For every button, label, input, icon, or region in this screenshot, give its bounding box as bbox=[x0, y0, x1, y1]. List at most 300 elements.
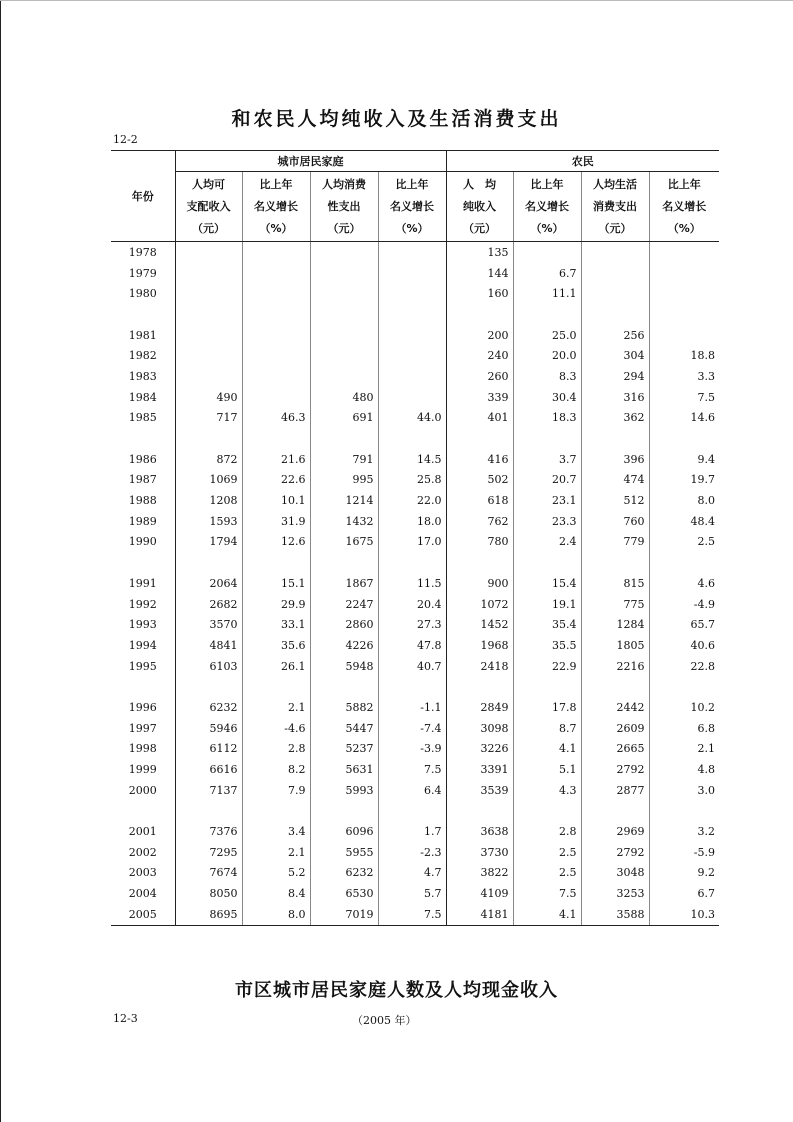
value-cell bbox=[581, 283, 649, 304]
table-row bbox=[111, 904, 719, 925]
value-cell: 7019 bbox=[310, 904, 378, 925]
value-cell: 18.0 bbox=[378, 511, 446, 532]
value-cell: 7.9 bbox=[242, 780, 310, 801]
year-cell: 1996 bbox=[128, 700, 157, 714]
value-cell: 5447 bbox=[310, 718, 378, 739]
value-cell bbox=[649, 263, 719, 284]
value-cell: 4109 bbox=[446, 883, 513, 904]
table-row bbox=[111, 263, 719, 284]
spacer-row bbox=[111, 428, 719, 449]
value-cell: 316 bbox=[581, 387, 649, 408]
value-cell: 6.4 bbox=[378, 780, 446, 801]
urban-group-header: 城市居民家庭 bbox=[175, 151, 446, 172]
value-cell: 3391 bbox=[446, 759, 513, 780]
value-cell: 5.2 bbox=[242, 863, 310, 884]
value-cell: 3539 bbox=[446, 780, 513, 801]
value-cell bbox=[378, 325, 446, 346]
value-cell: 618 bbox=[446, 490, 513, 511]
value-cell: 18.8 bbox=[649, 345, 719, 366]
value-cell: 1593 bbox=[175, 511, 242, 532]
value-cell bbox=[378, 345, 446, 366]
spacer-cell bbox=[242, 552, 310, 573]
value-cell: 791 bbox=[310, 449, 378, 470]
value-cell: 22.8 bbox=[649, 656, 719, 677]
next-table-year-note: （2005 年） bbox=[352, 1014, 417, 1027]
spacer-cell bbox=[378, 428, 446, 449]
value-cell: 6.8 bbox=[649, 718, 719, 739]
value-cell: 8.4 bbox=[242, 883, 310, 904]
spacer-cell bbox=[446, 676, 513, 697]
value-cell: 3.7 bbox=[513, 449, 581, 470]
spacer-cell bbox=[513, 428, 581, 449]
value-cell: 6112 bbox=[175, 739, 242, 760]
column-header-line: 性支出 bbox=[327, 199, 361, 213]
value-cell: 23.3 bbox=[513, 511, 581, 532]
value-cell: 26.1 bbox=[242, 656, 310, 677]
value-cell: 5993 bbox=[310, 780, 378, 801]
spacer-cell bbox=[446, 304, 513, 325]
value-cell: 5631 bbox=[310, 759, 378, 780]
value-cell: 396 bbox=[581, 449, 649, 470]
spacer-cell bbox=[446, 428, 513, 449]
spacer-cell bbox=[649, 676, 719, 697]
value-cell: 12.6 bbox=[242, 532, 310, 553]
value-cell: 5948 bbox=[310, 656, 378, 677]
value-cell: 47.8 bbox=[378, 635, 446, 656]
value-cell: 339 bbox=[446, 387, 513, 408]
year-cell: 2004 bbox=[128, 887, 157, 901]
table-row bbox=[111, 780, 719, 801]
value-cell: 5882 bbox=[310, 697, 378, 718]
value-cell: 3822 bbox=[446, 863, 513, 884]
value-cell bbox=[175, 242, 242, 263]
column-header-line: 名义增长 bbox=[525, 199, 569, 213]
spacer-cell bbox=[378, 304, 446, 325]
column-header-7 bbox=[581, 172, 649, 242]
value-cell: 3.0 bbox=[649, 780, 719, 801]
value-cell bbox=[378, 242, 446, 263]
table-row bbox=[111, 635, 719, 656]
value-cell bbox=[513, 242, 581, 263]
value-cell: 3.4 bbox=[242, 821, 310, 842]
value-cell: 502 bbox=[446, 470, 513, 491]
value-cell: 5.7 bbox=[378, 883, 446, 904]
page-top-border bbox=[0, 0, 793, 1]
spacer-cell bbox=[175, 676, 242, 697]
value-cell: 1432 bbox=[310, 511, 378, 532]
value-cell: 20.4 bbox=[378, 594, 446, 615]
value-cell bbox=[175, 263, 242, 284]
value-cell: 3638 bbox=[446, 821, 513, 842]
table-row bbox=[111, 345, 719, 366]
value-cell: 1805 bbox=[581, 635, 649, 656]
spacer-row bbox=[111, 801, 719, 822]
value-cell: 5946 bbox=[175, 718, 242, 739]
table-row bbox=[111, 842, 719, 863]
value-cell: 5955 bbox=[310, 842, 378, 863]
value-cell: 294 bbox=[581, 366, 649, 387]
spacer-cell bbox=[378, 801, 446, 822]
spacer-cell bbox=[310, 801, 378, 822]
value-cell: 14.6 bbox=[649, 408, 719, 429]
value-cell: 7.5 bbox=[649, 387, 719, 408]
spacer-cell bbox=[242, 801, 310, 822]
value-cell: 779 bbox=[581, 532, 649, 553]
value-cell bbox=[310, 242, 378, 263]
value-cell: 760 bbox=[581, 511, 649, 532]
spacer-row bbox=[111, 304, 719, 325]
column-header-3 bbox=[310, 172, 378, 242]
spacer-cell bbox=[649, 801, 719, 822]
value-cell: 4.1 bbox=[513, 739, 581, 760]
value-cell: 20.0 bbox=[513, 345, 581, 366]
year-cell: 1995 bbox=[128, 659, 157, 673]
value-cell bbox=[378, 366, 446, 387]
value-cell: 1452 bbox=[446, 614, 513, 635]
value-cell: 29.9 bbox=[242, 594, 310, 615]
year-cell: 1985 bbox=[128, 411, 157, 425]
year-cell: 2002 bbox=[128, 845, 157, 859]
value-cell: 362 bbox=[581, 408, 649, 429]
spacer-cell bbox=[175, 428, 242, 449]
value-cell: -7.4 bbox=[378, 718, 446, 739]
table-row bbox=[111, 697, 719, 718]
value-cell: 7.5 bbox=[378, 759, 446, 780]
value-cell: 4181 bbox=[446, 904, 513, 925]
value-cell: 2849 bbox=[446, 697, 513, 718]
value-cell: 8.7 bbox=[513, 718, 581, 739]
table-row bbox=[111, 325, 719, 346]
year-cell: 1983 bbox=[128, 369, 157, 383]
value-cell: 3588 bbox=[581, 904, 649, 925]
header-column-row bbox=[111, 172, 719, 242]
year-cell: 1994 bbox=[128, 638, 157, 652]
value-cell: 14.5 bbox=[378, 449, 446, 470]
value-cell: 1.7 bbox=[378, 821, 446, 842]
value-cell: 5237 bbox=[310, 739, 378, 760]
next-table-title: 市区城市居民家庭人数及人均现金收入 bbox=[235, 980, 558, 1001]
value-cell: 6232 bbox=[175, 697, 242, 718]
year-cell: 2005 bbox=[111, 904, 175, 925]
value-cell: 35.5 bbox=[513, 635, 581, 656]
column-header-line: 比上年 bbox=[395, 177, 429, 191]
value-cell: 46.3 bbox=[242, 408, 310, 429]
value-cell: 23.1 bbox=[513, 490, 581, 511]
value-cell: 19.1 bbox=[513, 594, 581, 615]
value-cell: 18.3 bbox=[513, 408, 581, 429]
value-cell: 2.1 bbox=[649, 739, 719, 760]
value-cell: 3.3 bbox=[649, 366, 719, 387]
year-cell: 1980 bbox=[128, 287, 157, 301]
value-cell: 25.8 bbox=[378, 470, 446, 491]
value-cell bbox=[242, 366, 310, 387]
value-cell: 4.7 bbox=[378, 863, 446, 884]
value-cell: 9.4 bbox=[649, 449, 719, 470]
spacer-cell bbox=[310, 552, 378, 573]
year-cell: 1978 bbox=[128, 245, 157, 259]
column-header-line: 人均可 bbox=[192, 177, 225, 191]
table-row bbox=[111, 883, 719, 904]
value-cell: 762 bbox=[446, 511, 513, 532]
column-header-line: 名义增长 bbox=[390, 199, 434, 213]
spacer-row bbox=[111, 552, 719, 573]
year-cell: 1989 bbox=[128, 514, 157, 528]
spacer-cell bbox=[310, 304, 378, 325]
spacer-row bbox=[111, 676, 719, 697]
value-cell: 44.0 bbox=[378, 408, 446, 429]
value-cell bbox=[310, 345, 378, 366]
value-cell: 7376 bbox=[175, 821, 242, 842]
value-cell: 2216 bbox=[581, 656, 649, 677]
value-cell: 401 bbox=[446, 408, 513, 429]
value-cell: 2247 bbox=[310, 594, 378, 615]
column-header-line: （元） bbox=[598, 221, 632, 235]
column-header-line: 支配收入 bbox=[186, 199, 231, 213]
column-header-line: 名义增长 bbox=[662, 199, 707, 213]
spacer-cell bbox=[242, 428, 310, 449]
value-cell bbox=[310, 263, 378, 284]
value-cell bbox=[581, 242, 649, 263]
value-cell bbox=[242, 263, 310, 284]
column-header-line: （%） bbox=[395, 221, 429, 235]
year-cell: 1993 bbox=[128, 618, 157, 632]
column-header-line: 纯收入 bbox=[463, 199, 496, 213]
column-header-5 bbox=[446, 172, 513, 242]
value-cell: 775 bbox=[581, 594, 649, 615]
year-header: 年份 bbox=[111, 151, 175, 242]
value-cell: 6103 bbox=[175, 656, 242, 677]
value-cell: 17.8 bbox=[513, 697, 581, 718]
column-header-line: 比上年 bbox=[259, 177, 293, 191]
column-header-line: 人均生活 bbox=[593, 177, 637, 191]
table-row bbox=[111, 470, 719, 491]
spacer-cell bbox=[649, 304, 719, 325]
value-cell: 15.1 bbox=[242, 573, 310, 594]
value-cell: 35.6 bbox=[242, 635, 310, 656]
value-cell bbox=[310, 366, 378, 387]
value-cell: 2442 bbox=[581, 697, 649, 718]
value-cell: 260 bbox=[446, 366, 513, 387]
spacer-cell bbox=[581, 304, 649, 325]
value-cell: 6232 bbox=[310, 863, 378, 884]
value-cell: 7674 bbox=[175, 863, 242, 884]
value-cell: 144 bbox=[446, 263, 513, 284]
spacer-cell bbox=[446, 801, 513, 822]
spacer-cell bbox=[111, 304, 175, 325]
column-header-line: 消费支出 bbox=[593, 199, 637, 213]
value-cell: 1968 bbox=[446, 635, 513, 656]
value-cell: 304 bbox=[581, 345, 649, 366]
column-header-line: （%） bbox=[667, 221, 701, 235]
spacer-cell bbox=[446, 552, 513, 573]
value-cell bbox=[378, 283, 446, 304]
value-cell: 48.4 bbox=[649, 511, 719, 532]
value-cell bbox=[310, 283, 378, 304]
value-cell: 9.2 bbox=[649, 863, 719, 884]
value-cell: 25.0 bbox=[513, 325, 581, 346]
value-cell: 4.8 bbox=[649, 759, 719, 780]
column-header-line: 比上年 bbox=[667, 177, 701, 191]
value-cell: 11.1 bbox=[513, 283, 581, 304]
year-cell: 1997 bbox=[128, 721, 157, 735]
value-cell: 8.0 bbox=[242, 904, 310, 925]
spacer-cell bbox=[513, 676, 581, 697]
value-cell: 4.6 bbox=[649, 573, 719, 594]
spacer-cell bbox=[581, 676, 649, 697]
value-cell: 2792 bbox=[581, 842, 649, 863]
value-cell: 1069 bbox=[175, 470, 242, 491]
year-cell: 1987 bbox=[128, 473, 157, 487]
spacer-cell bbox=[513, 801, 581, 822]
value-cell: 160 bbox=[446, 283, 513, 304]
spacer-cell bbox=[378, 676, 446, 697]
spacer-cell bbox=[111, 428, 175, 449]
value-cell: 1867 bbox=[310, 573, 378, 594]
table-row bbox=[111, 242, 719, 263]
value-cell: 3048 bbox=[581, 863, 649, 884]
value-cell bbox=[175, 283, 242, 304]
value-cell: 2.1 bbox=[242, 697, 310, 718]
value-cell: 2682 bbox=[175, 594, 242, 615]
value-cell: 10.1 bbox=[242, 490, 310, 511]
value-cell: 240 bbox=[446, 345, 513, 366]
value-cell bbox=[649, 283, 719, 304]
value-cell: 6.7 bbox=[513, 263, 581, 284]
value-cell: 22.6 bbox=[242, 470, 310, 491]
value-cell: 2.8 bbox=[513, 821, 581, 842]
value-cell: 872 bbox=[175, 449, 242, 470]
page-left-border bbox=[0, 0, 1, 1122]
column-header-2 bbox=[242, 172, 310, 242]
table-row bbox=[111, 739, 719, 760]
year-cell: 1986 bbox=[128, 452, 157, 466]
value-cell: 1072 bbox=[446, 594, 513, 615]
value-cell: 490 bbox=[175, 387, 242, 408]
value-cell bbox=[242, 283, 310, 304]
spacer-cell bbox=[513, 552, 581, 573]
column-header-4 bbox=[378, 172, 446, 242]
income-table bbox=[111, 150, 719, 926]
value-cell: 1284 bbox=[581, 614, 649, 635]
table-row bbox=[111, 594, 719, 615]
table-row bbox=[111, 532, 719, 553]
value-cell: 2.8 bbox=[242, 739, 310, 760]
year-cell: 1992 bbox=[128, 597, 157, 611]
value-cell: -4.9 bbox=[649, 594, 719, 615]
year-cell: 1984 bbox=[128, 390, 157, 404]
year-cell: 1998 bbox=[128, 742, 157, 756]
value-cell: 2.1 bbox=[242, 842, 310, 863]
value-cell: 2609 bbox=[581, 718, 649, 739]
table-row bbox=[111, 656, 719, 677]
value-cell: 5.1 bbox=[513, 759, 581, 780]
table-row bbox=[111, 511, 719, 532]
value-cell: 27.3 bbox=[378, 614, 446, 635]
value-cell: 1675 bbox=[310, 532, 378, 553]
value-cell: 6.7 bbox=[649, 883, 719, 904]
table-row bbox=[111, 573, 719, 594]
value-cell: 6616 bbox=[175, 759, 242, 780]
value-cell: 474 bbox=[581, 470, 649, 491]
value-cell: 19.7 bbox=[649, 470, 719, 491]
rural-group-header: 农民 bbox=[446, 151, 719, 172]
table-code: 12-2 bbox=[113, 133, 138, 146]
year-cell: 2003 bbox=[128, 866, 157, 880]
value-cell: 2.4 bbox=[513, 532, 581, 553]
column-header-line: 人均消费 bbox=[322, 177, 366, 191]
value-cell: 15.4 bbox=[513, 573, 581, 594]
value-cell: 512 bbox=[581, 490, 649, 511]
value-cell bbox=[242, 387, 310, 408]
value-cell: 3098 bbox=[446, 718, 513, 739]
spacer-cell bbox=[175, 304, 242, 325]
value-cell: 4226 bbox=[310, 635, 378, 656]
year-cell: 1981 bbox=[128, 328, 157, 342]
spacer-cell bbox=[581, 552, 649, 573]
value-cell bbox=[378, 263, 446, 284]
value-cell: 4.1 bbox=[513, 904, 581, 925]
value-cell bbox=[649, 242, 719, 263]
value-cell: 6096 bbox=[310, 821, 378, 842]
column-header-line: （元） bbox=[327, 221, 361, 235]
value-cell: 8.3 bbox=[513, 366, 581, 387]
spacer-cell bbox=[649, 428, 719, 449]
value-cell: 8.0 bbox=[649, 490, 719, 511]
column-header-6 bbox=[513, 172, 581, 242]
year-cell: 1982 bbox=[128, 349, 157, 363]
value-cell: 2792 bbox=[581, 759, 649, 780]
value-cell: 22.0 bbox=[378, 490, 446, 511]
column-header-8 bbox=[649, 172, 719, 242]
value-cell: 6530 bbox=[310, 883, 378, 904]
value-cell: 2064 bbox=[175, 573, 242, 594]
value-cell bbox=[378, 387, 446, 408]
spacer-cell bbox=[581, 801, 649, 822]
value-cell: 30.4 bbox=[513, 387, 581, 408]
value-cell: -1.1 bbox=[378, 697, 446, 718]
table-row bbox=[111, 821, 719, 842]
value-cell bbox=[649, 325, 719, 346]
value-cell: 2.5 bbox=[513, 842, 581, 863]
column-header-line: （元） bbox=[192, 221, 225, 235]
spacer-cell bbox=[175, 552, 242, 573]
value-cell: 65.7 bbox=[649, 614, 719, 635]
table-row bbox=[111, 718, 719, 739]
value-cell bbox=[175, 345, 242, 366]
spacer-cell bbox=[310, 676, 378, 697]
value-cell: 22.9 bbox=[513, 656, 581, 677]
column-header-line: （%） bbox=[530, 221, 564, 235]
value-cell: 7137 bbox=[175, 780, 242, 801]
value-cell: 135 bbox=[446, 242, 513, 263]
value-cell: 7.5 bbox=[378, 904, 446, 925]
value-cell: 3226 bbox=[446, 739, 513, 760]
column-header-line: 名义增长 bbox=[254, 199, 298, 213]
spacer-cell bbox=[111, 676, 175, 697]
value-cell: 1794 bbox=[175, 532, 242, 553]
year-cell: 1999 bbox=[128, 763, 157, 777]
year-cell: 1990 bbox=[128, 535, 157, 549]
table-row bbox=[111, 283, 719, 304]
value-cell: -2.3 bbox=[378, 842, 446, 863]
value-cell: -3.9 bbox=[378, 739, 446, 760]
spacer-cell bbox=[378, 552, 446, 573]
value-cell: 7.5 bbox=[513, 883, 581, 904]
value-cell: 8695 bbox=[175, 904, 242, 925]
value-cell: 2.5 bbox=[649, 532, 719, 553]
spacer-cell bbox=[175, 801, 242, 822]
value-cell: 7295 bbox=[175, 842, 242, 863]
